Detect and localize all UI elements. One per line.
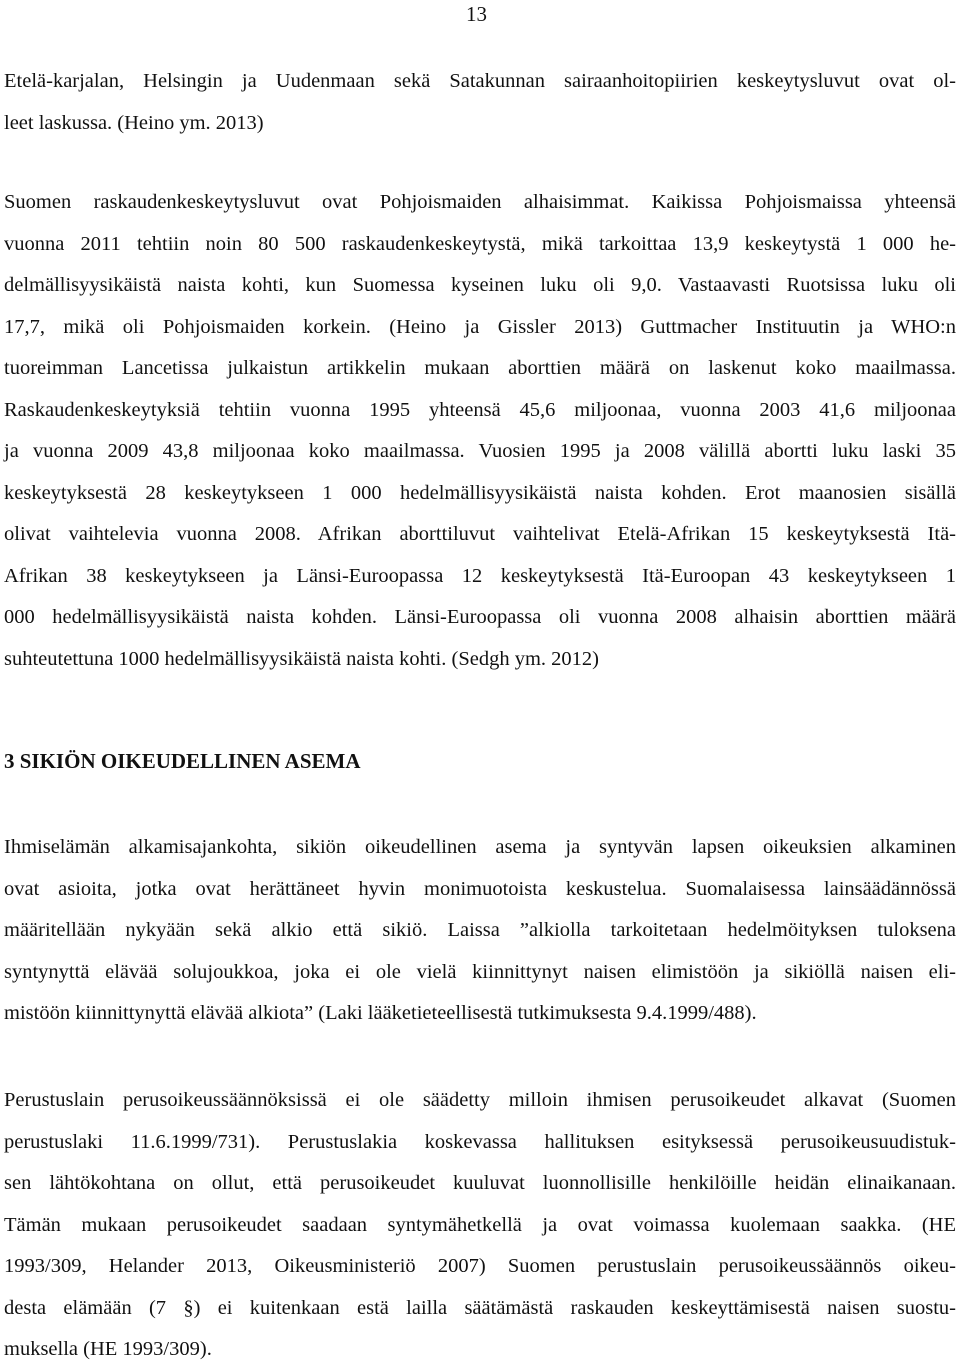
text-line: Etelä-karjalan, Helsingin ja Uudenmaan sekä Satakunnan sairaanhoitopiirien keskeytysluvut ovat ol- xyxy=(4,70,956,92)
text-line: suhteutettuna 1000 hedelmällisyysikäistä naista kohti. (Sedgh ym. 2012) xyxy=(4,647,599,670)
paragraph-4 xyxy=(4,1080,956,1371)
text-line: tuoreimman Lancetissa julkaistun artikkelin mukaan aborttien määrä on laskenut koko maailmassa. xyxy=(4,357,956,379)
text-line: leet laskussa. (Heino ym. 2013) xyxy=(4,111,264,134)
paragraph-2 xyxy=(4,182,956,680)
text-line: desta elämään (7 §) ei kuitenkaan estä lailla säätämästä raskauden keskeyttämisestä naisen suostu- xyxy=(4,1296,956,1319)
text-line: Raskaudenkeskeytyksiä tehtiin vuonna 1995 yhteensä 45,6 miljoonaa, vuonna 2003 41,6 miljoonaa xyxy=(4,398,956,421)
text-line: Tämän mukaan perusoikeudet saadaan syntymähetkellä ja ovat voimassa kuolemaan saakka. (HE xyxy=(4,1213,956,1236)
text-line: vuonna 2011 tehtiin noin 80 500 raskaudenkeskeytystä, mikä tarkoittaa 13,9 keskeytystä 1 000 he- xyxy=(4,232,956,255)
text-line: ovat asioita, jotka ovat herättäneet hyvin monimuotoista keskustelua. Suomalaisessa lainsäädännössä xyxy=(4,877,956,900)
text-line: ja vuonna 2009 43,8 miljoonaa koko maailmassa. Vuosien 1995 ja 2008 välillä abortti luku laski 35 xyxy=(4,440,956,462)
text-line: 000 hedelmällisyysikäistä naista kohden. Länsi-Euroopassa oli vuonna 2008 alhaisin aborttien määrä xyxy=(4,606,956,628)
paragraph-3 xyxy=(4,827,956,1035)
text-line: syntynyttä elävää solujoukkoa, joka ei ole vielä kiinnittynyt naisen elimistöön ja sikiöllä naisen eli- xyxy=(4,960,956,983)
text-line: määritellään nykyään sekä alkio että sikiö. Laissa ”alkiolla tarkoitetaan hedelmöityksen tuloksena xyxy=(4,919,956,941)
text-line: mistöön kiinnittynyttä elävää alkiota” (Laki lääketieteellisestä tutkimuksesta 9.4.1999/488). xyxy=(4,1002,757,1024)
section-heading: 3 SIKIÖN OIKEUDELLINEN ASEMA xyxy=(4,749,361,773)
text-line: 17,7, mikä oli Pohjoismaiden korkein. (Heino ja Gissler 2013) Guttmacher Instituutin ja WHO:n xyxy=(4,315,956,338)
text-line: sen lähtökohtana on ollut, että perusoikeudet kuuluvat luonnollisille henkilöille heidän elinaikanaan. xyxy=(4,1172,956,1194)
text-line: 1993/309, Helander 2013, Oikeusministeriö 2007) Suomen perustuslain perusoikeussäännös oikeu- xyxy=(4,1255,956,1277)
text-line: olivat vaihtelevia vuonna 2008. Afrikan aborttiluvut vaihtelivat Etelä-Afrikan 15 keskeytyksestä Itä- xyxy=(4,523,956,545)
page-number: 13 xyxy=(466,2,487,26)
text-line: Perustuslain perusoikeussäännöksissä ei ole säädetty milloin ihmisen perusoikeudet alkavat (Suomen xyxy=(4,1089,956,1111)
text-line: muksella (HE 1993/309). xyxy=(4,1338,212,1360)
text-line: Suomen raskaudenkeskeytysluvut ovat Pohjoismaiden alhaisimmat. Kaikissa Pohjoismaissa yhteensä xyxy=(4,191,956,213)
text-line: keskeytyksestä 28 keskeytykseen 1 000 hedelmällisyysikäistä naista kohden. Erot maanosien sisällä xyxy=(4,481,956,504)
text-line: delmällisyysikäistä naista kohti, kun Suomessa kyseinen luku oli 9,0. Vastaavasti Ruotsissa luku oli xyxy=(4,274,956,296)
text-line: Afrikan 38 keskeytykseen ja Länsi-Euroopassa 12 keskeytyksestä Itä-Euroopan 43 keskeytykseen 1 xyxy=(4,564,956,587)
paragraph-1 xyxy=(4,61,956,144)
text-line: perustuslaki 11.6.1999/731). Perustuslakia koskevassa hallituksen esityksessä perusoikeusuudistuk- xyxy=(4,1130,956,1153)
text-line: Ihmiselämän alkamisajankohta, sikiön oikeudellinen asema ja syntyvän lapsen oikeuksien alkaminen xyxy=(4,836,956,858)
